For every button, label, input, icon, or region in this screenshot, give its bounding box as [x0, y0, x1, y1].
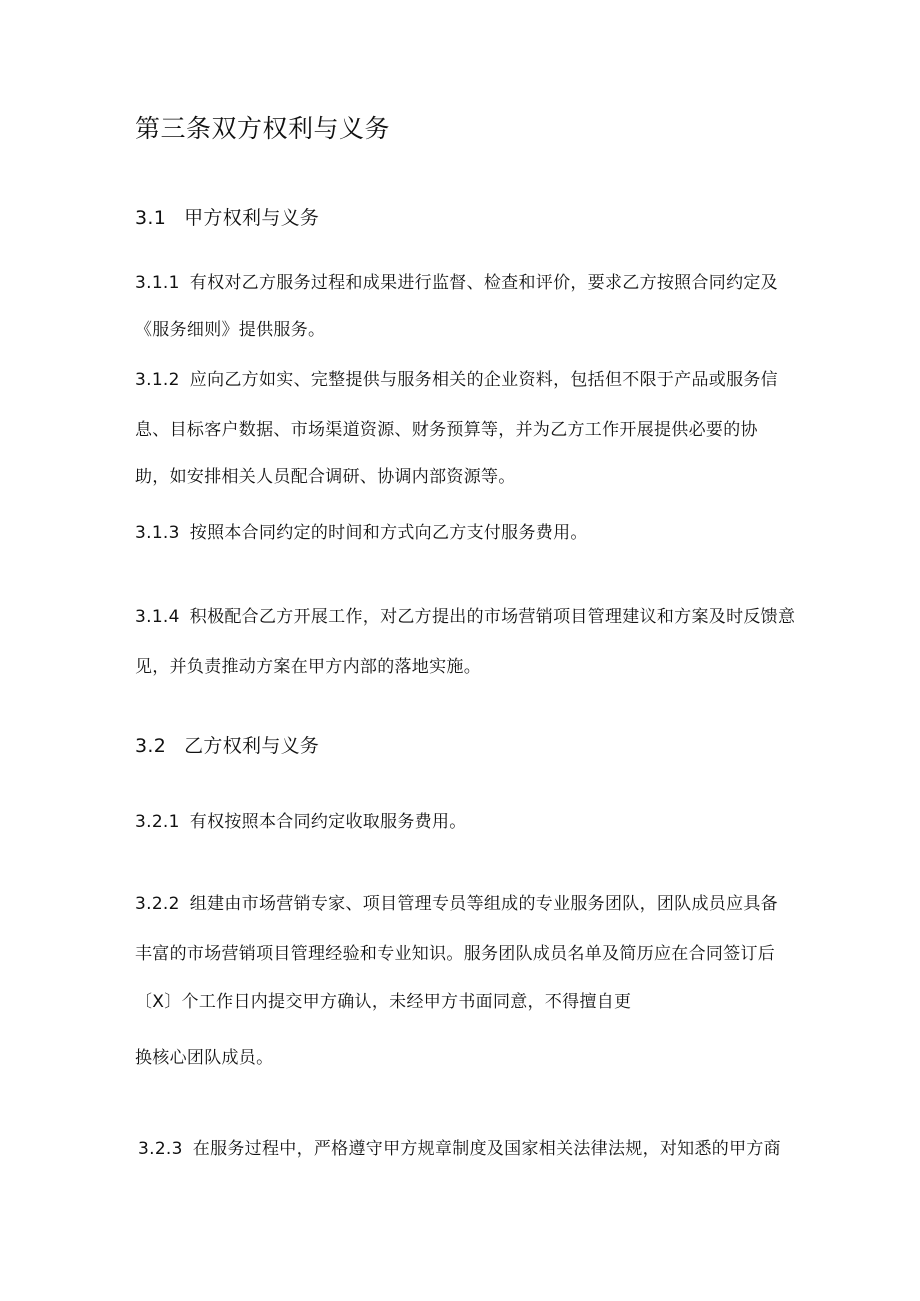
clause-3-1-4-line-1: [135, 606, 795, 628]
clause-3-2-2-line-4: 换核心团队成员。: [135, 1048, 274, 1068]
clause-number: 3.1.2: [135, 370, 180, 390]
clause-number: 3.2.1: [135, 812, 180, 832]
clause-text: 应向乙方如实、完整提供与服务相关的企业资料，包括但不限于产品或服务信: [189, 370, 778, 390]
clause-3-1-3-line-1: [135, 522, 588, 544]
section-heading-3-1: [135, 206, 319, 230]
clause-number: 3.2.2: [135, 894, 180, 914]
section-title: 乙方权利与义务: [184, 735, 320, 757]
clause-text: 有权对乙方服务过程和成果进行监督、检查和评价，要求乙方按照合同约定及: [189, 273, 778, 293]
clause-number: 3.1.3: [135, 523, 180, 543]
clause-3-1-2-line-3: 助，如安排相关人员配合调研、协调内部资源等。: [135, 467, 516, 487]
clause-3-2-2-line-1: [135, 893, 778, 915]
clause-text: 有权按照本合同约定收取服务费用。: [189, 812, 467, 832]
clause-3-1-2-line-2: 息、目标客户数据、市场渠道资源、财务预算等，并为乙方工作开展提供必要的协: [135, 420, 758, 440]
section-title: 甲方权利与义务: [184, 207, 320, 229]
clause-3-1-1-line-1: [135, 272, 778, 294]
clause-text: 积极配合乙方开展工作，对乙方提出的市场营销项目管理建议和方案及时反馈意: [189, 607, 796, 627]
clause-number: 3.1.1: [135, 273, 180, 293]
section-heading-3-2: [135, 734, 319, 758]
clause-3-2-3-line-1: [138, 1138, 781, 1160]
clause-3-1-4-line-2: 见，并负责推动方案在甲方内部的落地实施。: [135, 657, 481, 677]
clause-3-1-2-line-1: [135, 369, 778, 391]
clause-text: 按照本合同约定的时间和方式向乙方支付服务费用。: [189, 523, 588, 543]
clause-3-2-2-line-3: 〔X〕个工作日内提交甲方确认，未经甲方书面同意，不得擅自更: [135, 992, 632, 1012]
clause-text: 组建由市场营销专家、项目管理专员等组成的专业服务团队，团队成员应具备: [189, 894, 778, 914]
section-number: 3.2: [135, 735, 167, 757]
clause-3-1-1-line-2: 《服务细则》提供服务。: [135, 320, 326, 340]
clause-3-2-2-line-2: 丰富的市场营销项目管理经验和专业知识。服务团队成员名单及简历应在合同签订后: [135, 944, 776, 964]
section-number: 3.1: [135, 207, 167, 229]
clause-number: 3.1.4: [135, 607, 180, 627]
article-title: 第三条双方权利与义务: [135, 114, 391, 143]
clause-number: 3.2.3: [138, 1139, 183, 1159]
clause-text: 在服务过程中，严格遵守甲方规章制度及国家相关法律法规，对知悉的甲方商: [192, 1139, 781, 1159]
clause-3-2-1-line-1: [135, 811, 467, 833]
